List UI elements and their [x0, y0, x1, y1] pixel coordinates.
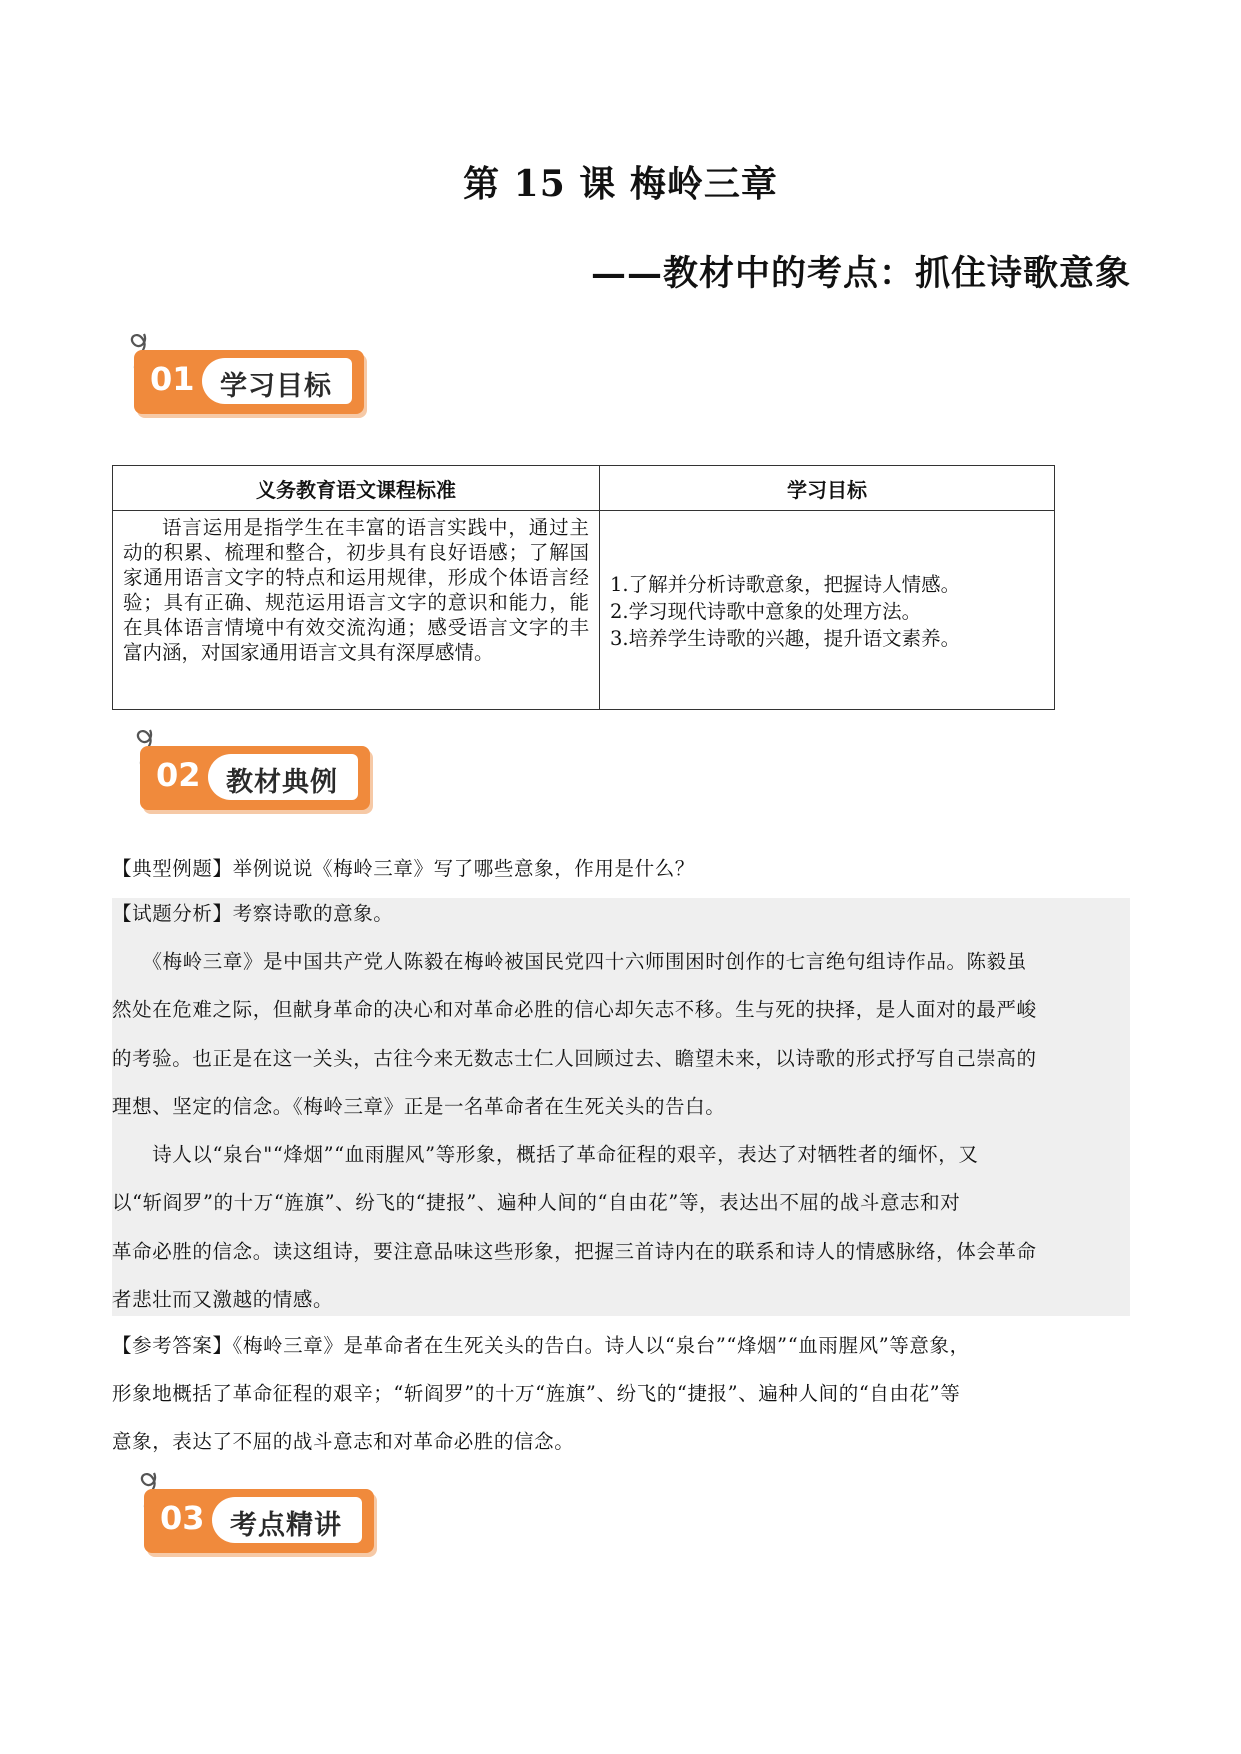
analysis-line: 者悲壮而又激越的情感。 — [112, 1288, 334, 1311]
analysis-line: 【试题分析】考察诗歌的意象。 — [112, 902, 394, 925]
analysis-line: 革命必胜的信念。读这组诗，要注意品味这些形象，把握三首诗内在的联系和诗人的情感脉络，体会革命 — [112, 1240, 1037, 1263]
section-badge-02 — [128, 724, 378, 816]
answer-line: 形象地概括了革命征程的艰辛；“斩阎罗”的十万“旌旗”、纷飞的“捷报”、遍种人间的“自由花”等 — [112, 1382, 961, 1405]
answer-line: 【参考答案】《梅岭三章》是革命者在生死关头的告白。诗人以“泉台”“烽烟”“血雨腥风”等意象， — [112, 1334, 970, 1357]
analysis-line: 然处在危难之际，但献身革命的决心和对革命必胜的信心却矢志不移。生与死的抉择，是人面对的最严峻 — [112, 998, 1037, 1021]
goals-cell — [600, 511, 1055, 710]
section-number: 02 — [156, 756, 201, 794]
page-subtitle: ——教材中的考点：抓住诗歌意象 — [590, 253, 1131, 294]
table-header-goals: 学习目标 — [600, 466, 1055, 511]
section-number: 03 — [160, 1499, 205, 1537]
analysis-line: 的考验。也正是在这一关头，古往今来无数志士仁人回顾过去、瞻望未来，以诗歌的形式抒写自己崇高的 — [112, 1047, 1037, 1070]
analysis-line: 以“斩阎罗”的十万“旌旗”、纷飞的“捷报”、遍种人间的“自由花”等，表达出不屈的战斗意志和对 — [112, 1191, 961, 1214]
goal-item-3: 3.培养学生诗歌的兴趣，提升语文素养。 — [610, 627, 961, 650]
answer-line: 意象，表达了不屈的战斗意志和对革命必胜的信念。 — [112, 1430, 575, 1453]
analysis-line: 《梅岭三章》是中国共产党人陈毅在梅岭被国民党四十六师围困时创作的七言绝句组诗作品。陈毅虽 — [112, 950, 1027, 973]
standards-table — [112, 465, 1055, 710]
goal-item-1: 1.了解并分析诗歌意象，把握诗人情感。 — [610, 573, 961, 596]
section-label: 教材典例 — [226, 767, 338, 798]
section-label: 学习目标 — [220, 371, 332, 402]
page-title: 第 15 课 梅岭三章 — [463, 163, 778, 205]
analysis-line: 诗人以“泉台"“烽烟”“血雨腥风”等形象，概括了革命征程的艰辛，表达了对牺牲者的缅怀，又 — [112, 1143, 979, 1166]
example-question: 【典型例题】举例说说《梅岭三章》写了哪些意象，作用是什么？ — [112, 857, 695, 880]
section-badge-03 — [132, 1467, 382, 1559]
goal-item-2: 2.学习现代诗歌中意象的处理方法。 — [610, 600, 922, 623]
section-number: 01 — [150, 360, 195, 398]
standard-text: 语言运用是指学生在丰富的语言实践中，通过主动的积累、梳理和整合，初步具有良好语感；了解国家通用语言文字的特点和运用规律，形成个体语言经验；具有正确、规范运用语言文字的意识和能力，能在具体语言情境中有效交流沟通；感受语言文字的丰富内涵，对国家通用语言文具有深厚感情。 — [123, 516, 589, 664]
analysis-line: 理想、坚定的信念。《梅岭三章》正是一名革命者在生死关头的告白。 — [112, 1095, 726, 1118]
section-label: 考点精讲 — [230, 1510, 342, 1541]
table-header-standard: 义务教育语文课程标准 — [113, 466, 600, 511]
section-badge-01 — [122, 328, 372, 420]
standard-cell — [113, 511, 600, 710]
